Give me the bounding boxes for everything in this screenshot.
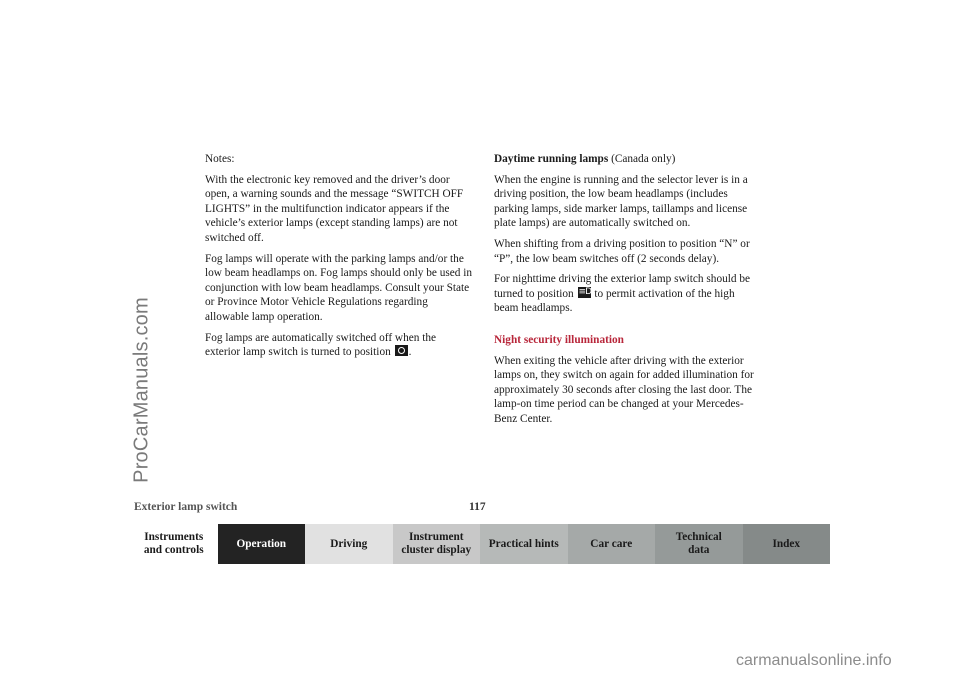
- night-security-paragraph: When exiting the vehicle after driving with the exterior lamps on, they switch on again for added illumination for approximately 30 seconds after closing the last door. The lamp-on time period can be changed at your Mercedes-Benz Center.: [494, 354, 754, 425]
- left-column: [205, 152, 473, 366]
- drl-paragraph-2: When shifting from a driving position to position “N” or “P”, the low beam switches off (2 seconds delay).: [494, 237, 750, 265]
- page-number: 117: [469, 501, 486, 513]
- tab-car-care[interactable]: Car care: [568, 524, 656, 564]
- notes-label: Notes:: [205, 153, 235, 165]
- drl-paragraph-3-text: For nighttime driving the exterior lamp switch should be turned to position: [494, 273, 751, 300]
- tab-practical-hints[interactable]: Practical hints: [480, 524, 568, 564]
- right-column: [494, 152, 760, 433]
- notes-paragraph-3-end: .: [408, 346, 412, 359]
- tab-instruments-and-controls[interactable]: Instruments and controls: [130, 524, 218, 564]
- position-zero-symbol-icon: [395, 345, 408, 356]
- chapter-nav: [130, 524, 830, 564]
- drl-heading: [494, 152, 760, 167]
- drl-paragraph-3: [494, 272, 760, 316]
- tab-operation[interactable]: Operation: [218, 524, 306, 564]
- side-watermark: ProCarManuals.com: [130, 297, 153, 483]
- notes-paragraph-3-text: Fog lamps are automatically switched off when the exterior lamp switch is turned to position: [205, 331, 437, 359]
- page-header: [130, 501, 830, 517]
- notes-paragraph-1: With the electronic key removed and the driver’s door open, a warning sounds and the message “SWITCH OFF LIGHTS” in the multifunction indicator appears if the vehicle’s exterior lamps (except standing lamps) are not switched off.: [205, 173, 464, 244]
- section-title: Exterior lamp switch: [134, 501, 238, 513]
- tab-driving[interactable]: Driving: [305, 524, 393, 564]
- notes-paragraph-2: Fog lamps will operate with the parking lamps and/or the low beam headlamps on. Fog lamps should only be used in conjunction with low beam headlamps. Consult your State or Province Motor Vehicle Regulations regarding allowable lamp operation.: [205, 252, 473, 323]
- drl-paragraph-1: When the engine is running and the selector lever is in a driving position, the low beam headlamps (includes parking lamps, side marker lamps, taillamps and license plate lamps) are automatically switched on.: [494, 173, 748, 230]
- drl-paragraph-3-end: to permit activation of the high beam headlamps.: [494, 287, 735, 315]
- drl-note: (Canada only): [608, 153, 676, 165]
- bottom-watermark: carmanualsonline.info: [736, 652, 892, 669]
- low-beam-symbol-icon: [578, 287, 591, 298]
- tab-instrument-cluster-display[interactable]: Instrument cluster display: [393, 524, 481, 564]
- drl-title: Daytime running lamps: [494, 153, 609, 165]
- notes-paragraph-3: [205, 331, 473, 360]
- tab-technical-data[interactable]: Technical data: [655, 524, 743, 564]
- night-security-heading: Night security illumination: [494, 333, 624, 346]
- tab-index[interactable]: Index: [743, 524, 831, 564]
